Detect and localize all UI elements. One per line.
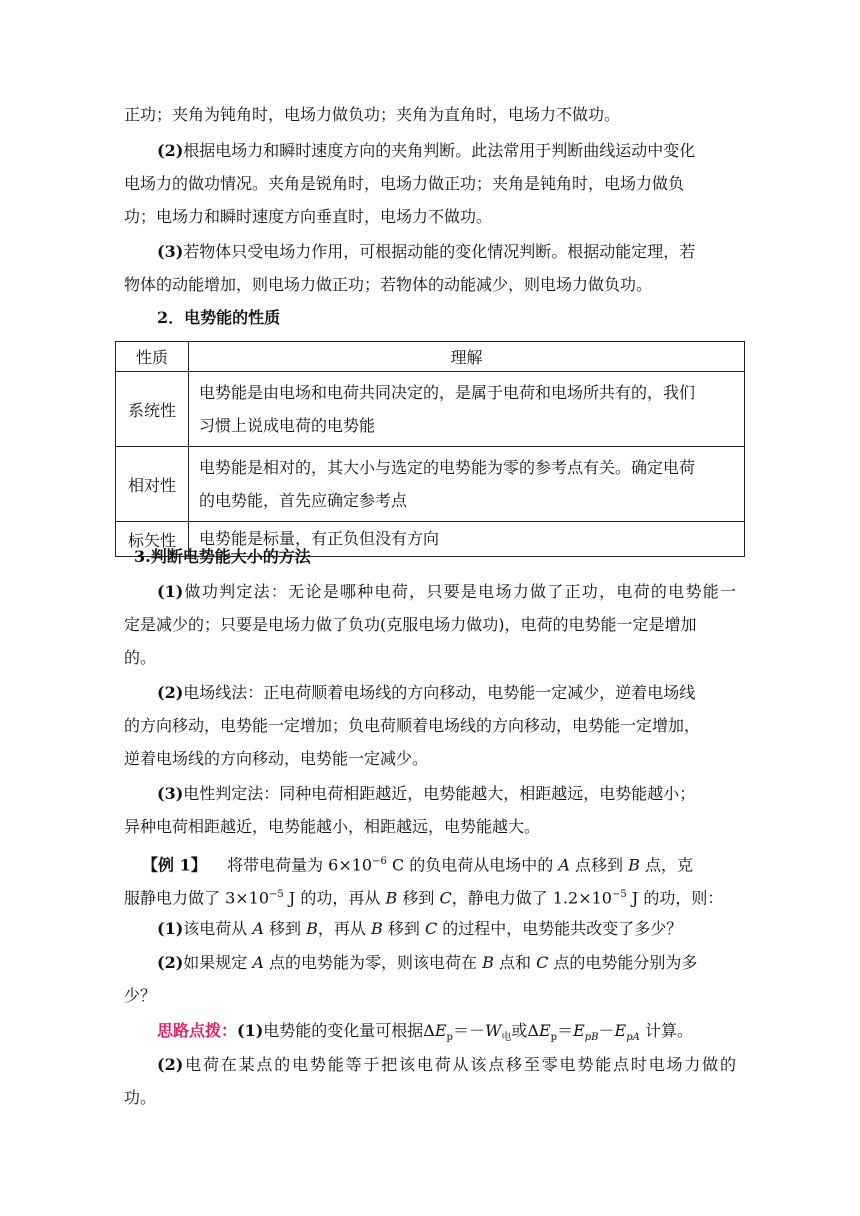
table-cell-property: 系统性 <box>116 372 189 447</box>
hint-line-1: 思路点拨：(1)电势能的变化量可根据$\Delta E_p=-W_电$或$\Delta E_p=E_{pB}-E_{pA}$ 计算。 <box>157 1021 693 1044</box>
example-tag: 【例 1】 <box>142 855 207 875</box>
table-row <box>116 372 745 447</box>
method-2-line-3: 逆着电场线的方向移动，电势能一定减少。 <box>124 749 429 768</box>
table-row <box>116 447 745 522</box>
method-3-line-2: 异种电荷相距越近，电势能越小，相距越远，电势能越大。 <box>124 817 541 836</box>
text-line: 正功；夹角为钝角时，电场力做负功；夹角为直角时，电场力不做功。 <box>124 105 621 124</box>
table-cell-property: 相对性 <box>116 447 189 522</box>
question-2-line-1: (2)如果规定 A 点的电势能为零，则该电荷在 B 点和 C 点的电势能分别为多 <box>157 953 698 972</box>
paragraph-3-line-2: 物体的动能增加，则电场力做正功；若物体的动能减少，则电场力做负功。 <box>124 275 653 294</box>
method-2-line-2: 的方向移动，电势能一定增加；负电荷顺着电场线的方向移动，电势能一定增加， <box>124 716 701 735</box>
method-1-line-2: 定是减少的；只要是电场力做了负功(克服电场力做功)，电荷的电势能一定是增加 <box>124 615 697 634</box>
hint-line-3: 功。 <box>124 1088 157 1107</box>
table-cell-property: 标矢性 <box>116 522 189 557</box>
properties-table <box>115 341 745 557</box>
section-heading-2: 2．电势能的性质 <box>157 308 281 327</box>
paragraph-2-line-3: 功；电场力和瞬时速度方向垂直时，电场力不做功。 <box>124 207 493 226</box>
hint-line-2: (2)电荷在某点的电势能等于把该电荷从该点移至零电势能点时电场力做的 <box>157 1055 736 1074</box>
method-1-line-1: (1)做功判定法：无论是哪种电荷，只要是电场力做了正功，电荷的电势能一 <box>157 582 736 601</box>
paragraph-3-line-1: (3)若物体只受电场力作用，可根据动能的变化情况判断。根据动能定理，若 <box>157 242 696 261</box>
method-1-line-3: 的。 <box>124 648 157 667</box>
method-2-line-1: (2)电场线法：正电荷顺着电场线的方向移动，电势能一定减少，逆着电场线 <box>157 683 696 702</box>
table-header-row <box>116 342 745 372</box>
table-cell-description: 电势能是由电场和电荷共同决定的，是属于电荷和电场所共有的，我们 习惯上说成电荷的电势能 <box>189 372 745 447</box>
example-line-1: 【例 1】 将带电荷量为 $6\times 10^{-6}$ C 的负电荷从电场中的 A 点移到 B 点，克 <box>142 855 693 875</box>
table-header-cell: 理解 <box>189 342 745 372</box>
paragraph-2-line-1: (2)根据电场力和瞬时速度方向的夹角判断。此法常用于判断曲线运动中变化 <box>157 141 696 160</box>
example-line-2: 服静电力做了 $3\times 10^{-5}$ J 的功，再从 B 移到 C，静电力做了 $1.2\times 10^{-5}$ J 的功，则： <box>124 888 724 908</box>
table-cell-description: 电势能是相对的，其大小与选定的电势能为零的参考点有关。确定电荷 的电势能，首先应确定参考点 <box>189 447 745 522</box>
section-heading-3: 3.判断电势能大小的方法 <box>134 547 311 566</box>
question-1: (1)该电荷从 A 移到 B，再从 B 移到 C 的过程中，电势能共改变了多少？ <box>157 919 683 938</box>
question-2-line-2: 少？ <box>124 986 157 1005</box>
paragraph-2-line-2: 电场力的做功情况。夹角是锐角时，电场力做正功；夹角是钝角时，电场力做负 <box>124 174 685 193</box>
method-3-line-1: (3)电性判定法：同种电荷相距越近，电势能越大，相距越远，电势能越小； <box>157 784 696 803</box>
table-header-cell: 性质 <box>116 342 189 372</box>
hint-label: 思路点拨： <box>157 1021 238 1040</box>
table-cell-description: 电势能是标量，有正负但没有方向 <box>189 522 745 557</box>
